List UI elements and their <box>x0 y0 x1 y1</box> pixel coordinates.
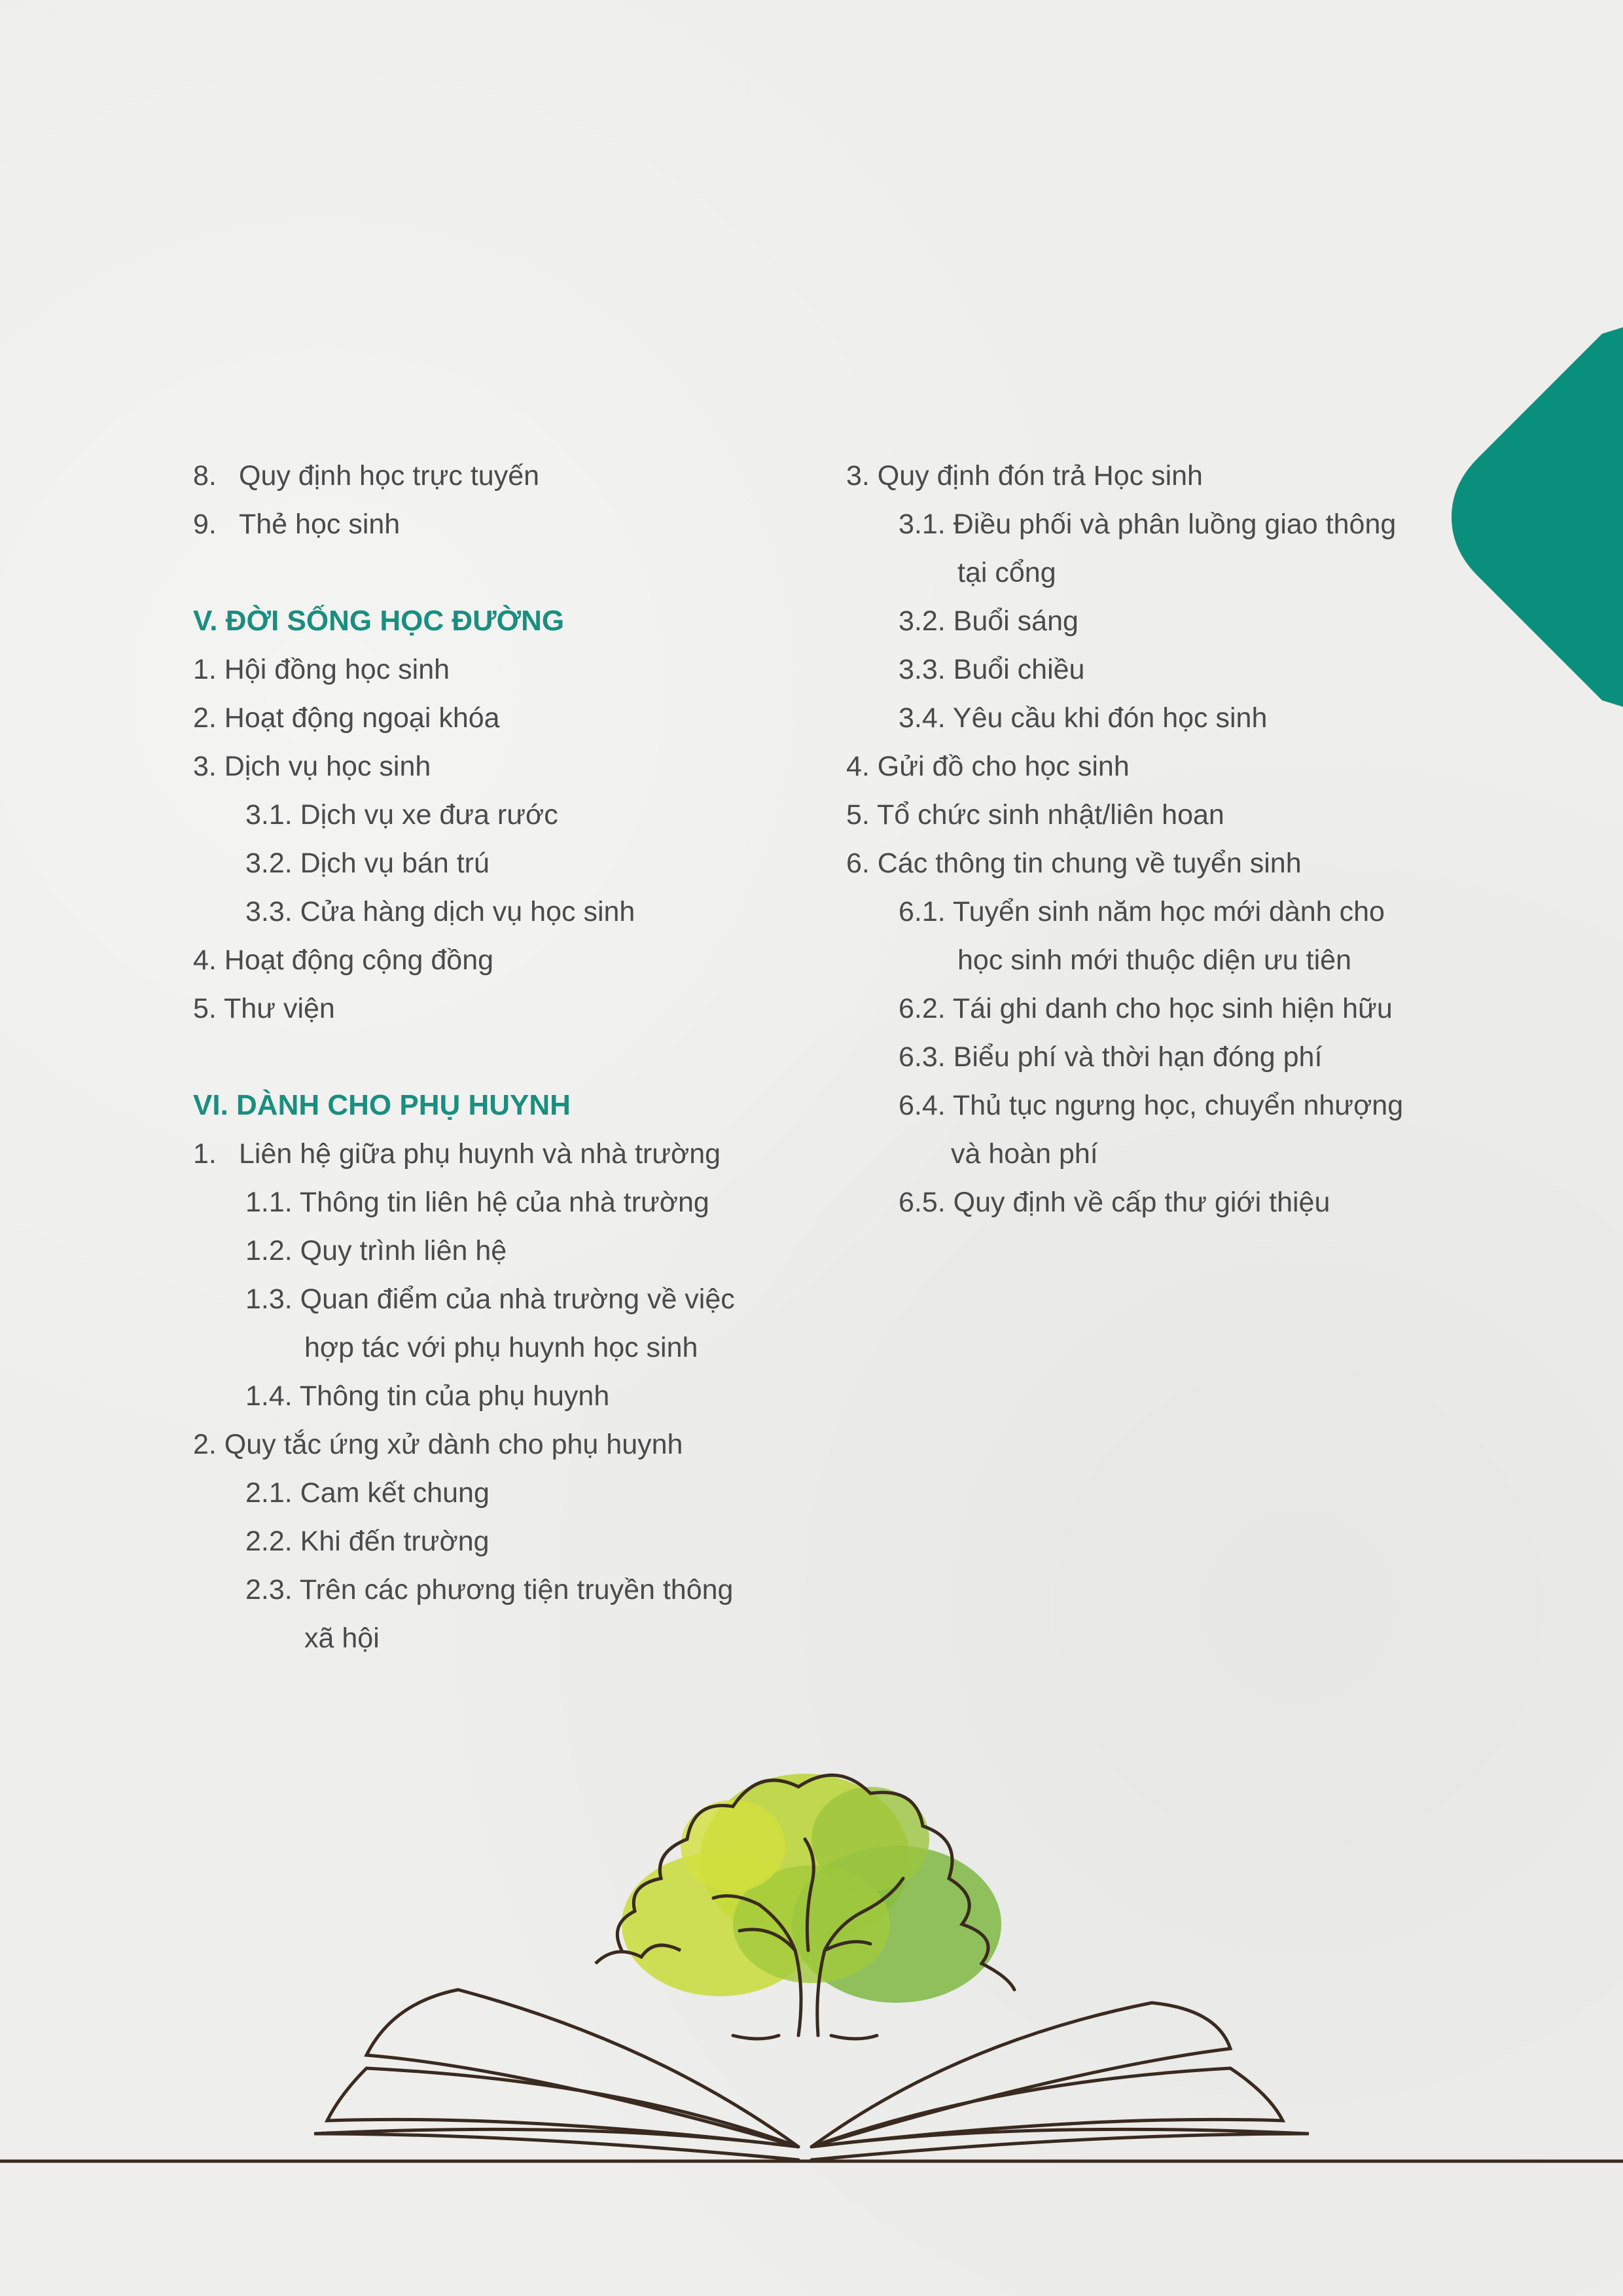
toc-subitem[interactable]: 3.4. Yêu cầu khi đón học sinh <box>899 702 1268 734</box>
toc-subitem[interactable]: 6.5. Quy định về cấp thư giới thiệu <box>899 1187 1330 1218</box>
toc-item[interactable]: 4. Gửi đồ cho học sinh <box>846 751 1130 782</box>
toc-item[interactable]: 8. Quy định học trực tuyến <box>193 460 540 492</box>
toc-subitem[interactable]: 6.1. Tuyển sinh năm học mới dành cho <box>899 896 1385 927</box>
toc-subitem[interactable]: 2.1. Cam kết chung <box>245 1477 490 1509</box>
toc-subitem[interactable]: 6.3. Biểu phí và thời hạn đóng phí <box>899 1041 1323 1073</box>
toc-item[interactable]: 3. Quy định đón trả Học sinh <box>846 460 1203 492</box>
toc-subitem[interactable]: 3.2. Buổi sáng <box>899 605 1079 637</box>
open-book <box>314 1990 1309 2160</box>
toc-subitem[interactable]: 3.1. Điều phối và phân luồng giao thông <box>899 509 1397 540</box>
toc-item[interactable]: 1. Liên hệ giữa phụ huynh và nhà trường <box>193 1138 721 1170</box>
section-heading: VI. DÀNH CHO PHỤ HUYNH <box>193 1089 571 1121</box>
toc-right-column <box>846 452 1488 1227</box>
toc-subitem[interactable]: 2.2. Khi đến trường <box>245 1526 490 1557</box>
toc-subitem-continuation: xã hội <box>304 1623 380 1654</box>
toc-subitem[interactable]: 3.1. Dịch vụ xe đưa rước <box>245 799 558 831</box>
toc-item[interactable]: 5. Tổ chức sinh nhật/liên hoan <box>846 799 1224 831</box>
toc-subitem-continuation: hợp tác với phụ huynh học sinh <box>304 1332 698 1363</box>
toc-item[interactable]: 2. Quy tắc ứng xử dành cho phụ huynh <box>193 1429 683 1460</box>
toc-subitem-continuation: và hoàn phí <box>951 1138 1098 1170</box>
tree-canopy <box>596 1774 1014 2003</box>
toc-item[interactable]: 4. Hoạt động cộng đồng <box>193 944 494 976</box>
toc-subitem[interactable]: 3.3. Buổi chiều <box>899 654 1085 685</box>
toc-left-column <box>193 452 782 1662</box>
toc-item[interactable]: 3. Dịch vụ học sinh <box>193 751 431 782</box>
section-heading: V. ĐỜI SỐNG HỌC ĐƯỜNG <box>193 605 565 637</box>
toc-subitem[interactable]: 6.2. Tái ghi danh cho học sinh hiện hữu <box>899 993 1393 1024</box>
toc-item[interactable]: 5. Thư viện <box>193 993 335 1024</box>
toc-subitem[interactable]: 2.3. Trên các phương tiện truyền thông <box>245 1574 734 1605</box>
toc-item[interactable]: 1. Hội đồng học sinh <box>193 654 450 685</box>
toc-subitem[interactable]: 1.2. Quy trình liên hệ <box>245 1235 507 1266</box>
toc-item[interactable]: 9. Thẻ học sinh <box>193 509 401 540</box>
tree-book-illustration <box>0 1728 1623 2186</box>
toc-subitem[interactable]: 6.4. Thủ tục ngưng học, chuyển nhượng <box>899 1090 1404 1121</box>
toc-subitem[interactable]: 3.2. Dịch vụ bán trú <box>245 848 490 879</box>
toc-subitem[interactable]: 1.3. Quan điểm của nhà trường về việc <box>245 1283 735 1315</box>
toc-subitem[interactable]: 1.1. Thông tin liên hệ của nhà trường <box>245 1187 709 1218</box>
toc-item[interactable]: 2. Hoạt động ngoại khóa <box>193 702 500 734</box>
toc-item[interactable]: 6. Các thông tin chung về tuyển sinh <box>846 848 1302 879</box>
toc-subitem-continuation: học sinh mới thuộc diện ưu tiên <box>957 944 1351 976</box>
toc-subitem-continuation: tại cổng <box>957 557 1056 588</box>
toc-subitem[interactable]: 3.3. Cửa hàng dịch vụ học sinh <box>245 896 635 927</box>
toc-subitem[interactable]: 1.4. Thông tin của phụ huynh <box>245 1380 610 1412</box>
